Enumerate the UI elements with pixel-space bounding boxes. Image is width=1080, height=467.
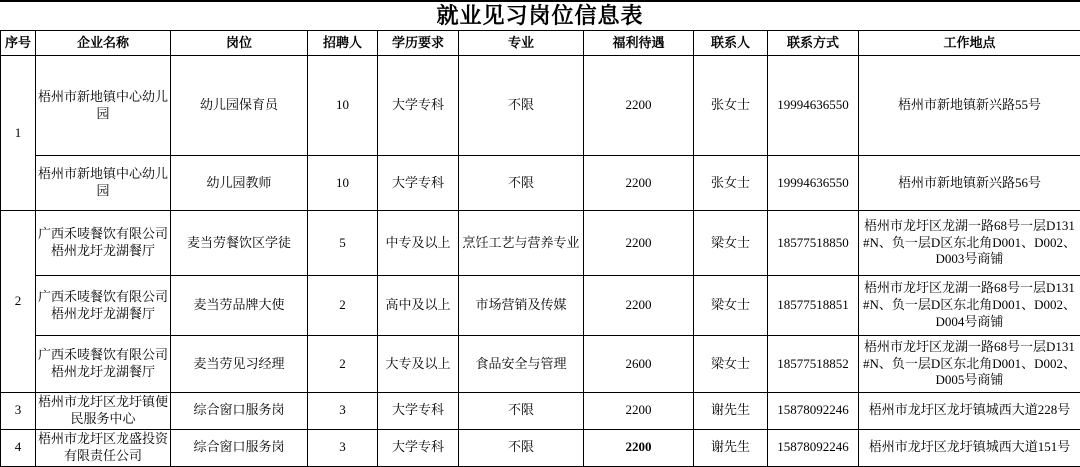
contact-cell: 梁女士 bbox=[694, 211, 768, 276]
table-row bbox=[1, 56, 1080, 156]
job-info-table bbox=[0, 30, 1080, 467]
major-cell: 不限 bbox=[459, 393, 584, 430]
major-cell: 市场营销及传媒 bbox=[459, 276, 584, 336]
company-cell: 梧州市新地镇中心幼儿园 bbox=[36, 56, 171, 156]
header-contact: 联系人 bbox=[694, 31, 768, 56]
header-salary: 福利待遇 bbox=[584, 31, 694, 56]
salary-cell: 2200 bbox=[584, 429, 694, 466]
phone-cell: 18577518852 bbox=[768, 336, 859, 393]
education-cell: 大学专科 bbox=[378, 393, 459, 430]
contact-cell: 谢先生 bbox=[694, 393, 768, 430]
major-cell: 不限 bbox=[459, 429, 584, 466]
salary-cell: 2200 bbox=[584, 393, 694, 430]
count-cell: 3 bbox=[308, 393, 378, 430]
serial-cell: 3 bbox=[1, 393, 36, 430]
count-cell: 2 bbox=[308, 336, 378, 393]
education-cell: 中专及以上 bbox=[378, 211, 459, 276]
address-cell: 梧州市龙圩区龙圩镇城西大道151号 bbox=[859, 429, 1080, 466]
contact-cell: 梁女士 bbox=[694, 336, 768, 393]
education-cell: 高中及以上 bbox=[378, 276, 459, 336]
phone-cell: 19994636550 bbox=[768, 56, 859, 156]
header-position: 岗位 bbox=[171, 31, 308, 56]
count-cell: 5 bbox=[308, 211, 378, 276]
table-row bbox=[1, 276, 1080, 336]
position-cell: 综合窗口服务岗 bbox=[171, 429, 308, 466]
table-row bbox=[1, 336, 1080, 393]
company-cell: 广西禾唛餐饮有限公司梧州龙圩龙湖餐厅 bbox=[36, 211, 171, 276]
header-phone: 联系方式 bbox=[768, 31, 859, 56]
salary-cell: 2200 bbox=[584, 156, 694, 211]
phone-cell: 18577518850 bbox=[768, 211, 859, 276]
header-education: 学历要求 bbox=[378, 31, 459, 56]
serial-cell: 2 bbox=[1, 211, 36, 393]
major-cell: 不限 bbox=[459, 56, 584, 156]
header-company: 企业名称 bbox=[36, 31, 171, 56]
header-address: 工作地点 bbox=[859, 31, 1080, 56]
company-cell: 广西禾唛餐饮有限公司梧州龙圩龙湖餐厅 bbox=[36, 276, 171, 336]
major-cell: 不限 bbox=[459, 156, 584, 211]
address-cell: 梧州市新地镇新兴路56号 bbox=[859, 156, 1080, 211]
company-cell: 梧州市新地镇中心幼儿园 bbox=[36, 156, 171, 211]
education-cell: 大学专科 bbox=[378, 429, 459, 466]
table-row bbox=[1, 429, 1080, 466]
header-row bbox=[1, 31, 1080, 56]
education-cell: 大学专科 bbox=[378, 156, 459, 211]
address-cell: 梧州市龙圩区龙湖一路68号一层D131#N、负一层D区东北角D001、D002、D005号商铺 bbox=[859, 336, 1080, 393]
header-count: 招聘人 bbox=[308, 31, 378, 56]
company-cell: 广西禾唛餐饮有限公司梧州龙圩龙湖餐厅 bbox=[36, 336, 171, 393]
serial-cell: 1 bbox=[1, 56, 36, 211]
contact-cell: 梁女士 bbox=[694, 276, 768, 336]
header-serial: 序号 bbox=[1, 31, 36, 56]
serial-cell: 4 bbox=[1, 429, 36, 466]
position-cell: 麦当劳餐饮区学徒 bbox=[171, 211, 308, 276]
contact-cell: 谢先生 bbox=[694, 429, 768, 466]
contact-cell: 张女士 bbox=[694, 156, 768, 211]
company-cell: 梧州市龙圩区龙圩镇便民服务中心 bbox=[36, 393, 171, 430]
phone-cell: 15878092246 bbox=[768, 429, 859, 466]
position-cell: 麦当劳品牌大使 bbox=[171, 276, 308, 336]
address-cell: 梧州市新地镇新兴路55号 bbox=[859, 56, 1080, 156]
contact-cell: 张女士 bbox=[694, 56, 768, 156]
position-cell: 麦当劳见习经理 bbox=[171, 336, 308, 393]
salary-cell: 2200 bbox=[584, 276, 694, 336]
major-cell: 食品安全与管理 bbox=[459, 336, 584, 393]
position-cell: 幼儿园保育员 bbox=[171, 56, 308, 156]
table-row bbox=[1, 156, 1080, 211]
header-major: 专业 bbox=[459, 31, 584, 56]
phone-cell: 18577518851 bbox=[768, 276, 859, 336]
address-cell: 梧州市龙圩区龙湖一路68号一层D131#N、负一层D区东北角D001、D002、D003号商铺 bbox=[859, 211, 1080, 276]
table-row bbox=[1, 393, 1080, 430]
position-cell: 幼儿园教师 bbox=[171, 156, 308, 211]
company-cell: 梧州市龙圩区龙盛投资有限责任公司 bbox=[36, 429, 171, 466]
phone-cell: 19994636550 bbox=[768, 156, 859, 211]
salary-cell: 2200 bbox=[584, 211, 694, 276]
major-cell: 烹饪工艺与营养专业 bbox=[459, 211, 584, 276]
count-cell: 10 bbox=[308, 56, 378, 156]
address-cell: 梧州市龙圩区龙湖一路68号一层D131#N、负一层D区东北角D001、D002、D004号商铺 bbox=[859, 276, 1080, 336]
count-cell: 10 bbox=[308, 156, 378, 211]
education-cell: 大专及以上 bbox=[378, 336, 459, 393]
salary-cell: 2200 bbox=[584, 56, 694, 156]
phone-cell: 15878092246 bbox=[768, 393, 859, 430]
count-cell: 2 bbox=[308, 276, 378, 336]
position-cell: 综合窗口服务岗 bbox=[171, 393, 308, 430]
address-cell: 梧州市龙圩区龙圩镇城西大道228号 bbox=[859, 393, 1080, 430]
page-title: 就业见习岗位信息表 bbox=[0, 2, 1080, 30]
table-row bbox=[1, 211, 1080, 276]
count-cell: 3 bbox=[308, 429, 378, 466]
salary-cell: 2600 bbox=[584, 336, 694, 393]
education-cell: 大学专科 bbox=[378, 56, 459, 156]
